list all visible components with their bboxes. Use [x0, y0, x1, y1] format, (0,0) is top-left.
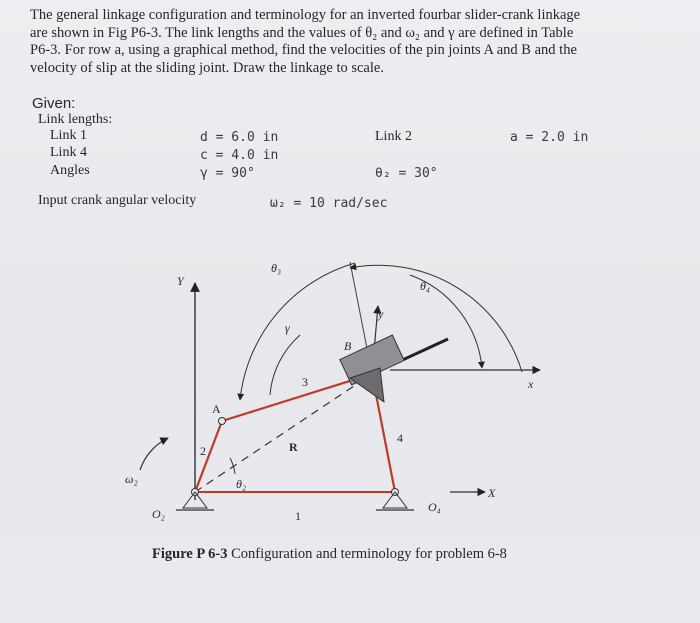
label-y: Y — [177, 274, 184, 288]
problem-statement — [30, 7, 685, 77]
problem-line-2: are shown in Fig P6-3. The link lengths and the values of θ₂ and ω₂ and γ are defined in Table — [30, 24, 574, 41]
label-b: B — [344, 339, 352, 353]
label-o4: O₄ — [428, 500, 441, 514]
rb-dashed-line — [195, 374, 372, 492]
label-y-local: y — [378, 307, 384, 321]
label-a: A — [212, 402, 221, 416]
link-lengths-label: Link lengths: — [38, 112, 113, 127]
label-link-4: 4 — [397, 431, 403, 445]
label-gamma: γ — [285, 321, 290, 335]
link2-value: a = 2.0 in — [510, 130, 589, 145]
label-rb: R — [289, 440, 298, 454]
linkage-diagram — [120, 243, 580, 533]
theta2-value: θ₂ = 30° — [375, 166, 438, 181]
label-theta4: θ₄ — [420, 279, 431, 293]
figure-caption — [152, 546, 507, 563]
theta3-arc — [240, 263, 355, 400]
caption-figure-number: Figure P 6-3 — [152, 546, 228, 562]
label-o2: O₂ — [152, 507, 165, 521]
label-x: X — [488, 486, 496, 500]
problem-line-1: The general linkage configuration and terminology for an inverted fourbar slider-crank linkage — [30, 7, 581, 23]
given-heading: Given: — [32, 95, 76, 112]
problem-line-4: velocity of slip at the sliding joint. Draw the linkage to scale. — [30, 59, 384, 76]
link4-label: Link 4 — [50, 145, 87, 160]
label-link-1: 1 — [295, 509, 301, 523]
label-omega2: ω₂ — [125, 472, 138, 486]
pin-joint-a — [219, 418, 226, 425]
label-link-2: 2 — [200, 444, 206, 458]
problem-line-3: P6-3. For row a, using a graphical method, find the velocities of the pin joints A and B and the — [30, 42, 577, 58]
label-link-3: 3 — [302, 375, 308, 389]
link1-label: Link 1 — [50, 128, 87, 143]
gamma-value: γ = 90° — [200, 166, 255, 181]
link1-value: d = 6.0 in — [200, 130, 279, 145]
link2-label: Link 2 — [375, 129, 412, 144]
caption-text: Configuration and terminology for problem 6-8 — [231, 546, 507, 562]
label-theta2: θ₂ — [236, 477, 247, 491]
label-theta3: θ₃ — [271, 261, 282, 275]
link4-value: c = 4.0 in — [200, 148, 279, 163]
gamma-arc — [270, 335, 300, 395]
omega2-value: ω₂ = 10 rad/sec — [270, 196, 388, 211]
angles-label: Angles — [50, 163, 90, 178]
omega2-arrow — [140, 438, 168, 470]
label-x-local: x — [528, 377, 534, 391]
input-velocity-label: Input crank angular velocity — [38, 193, 197, 208]
